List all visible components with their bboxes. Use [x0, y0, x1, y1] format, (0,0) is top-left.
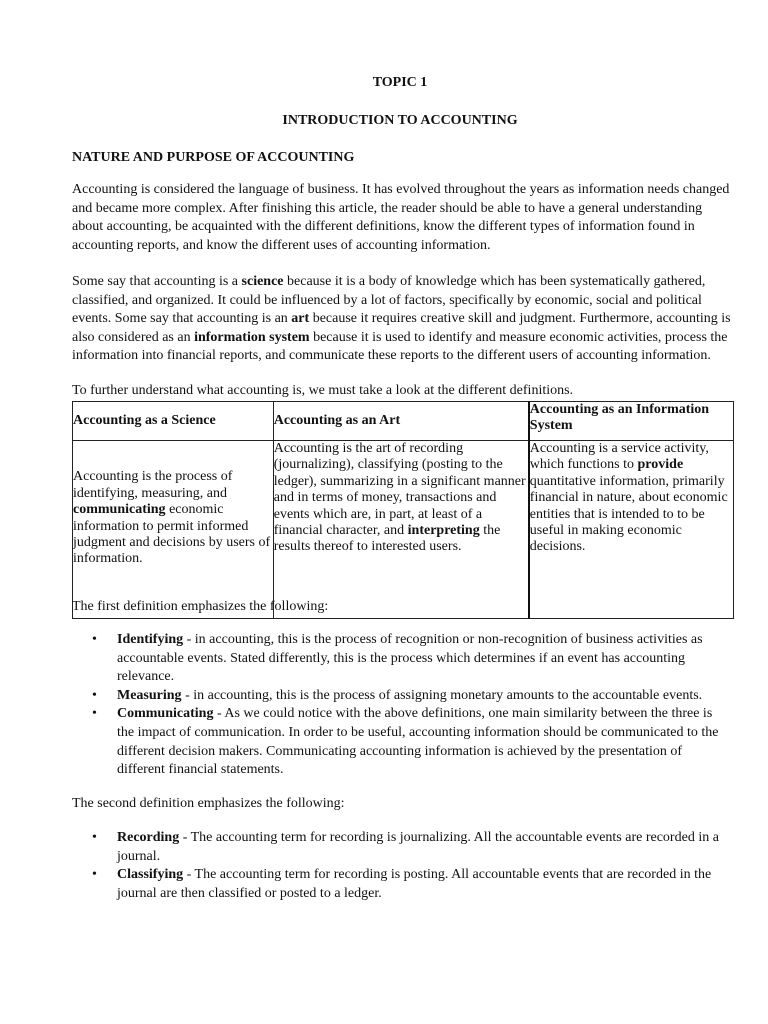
bold-term: Identifying — [117, 632, 184, 647]
first-definition-intro: The first definition emphasizes the following: — [72, 599, 329, 614]
text: because it is a body of knowledge which has been systematically gathered, classified, and organized. It could be influenced by a lot of factors, specifically by economic, social and political events. Some say that accounting is an — [72, 274, 706, 327]
definitions-table — [72, 401, 734, 619]
list-item — [72, 687, 727, 706]
bold-term: Classifying — [117, 867, 184, 883]
header-art: Accounting as an Art — [273, 402, 529, 441]
list-item — [72, 829, 727, 866]
bold-term: science — [241, 274, 284, 289]
header-system: Accounting as an Information System — [529, 402, 734, 441]
bold-term: Measuring — [117, 687, 182, 703]
bold-term: art — [291, 311, 310, 327]
text: Accounting is a service activity, which functions to — [529, 441, 709, 473]
bold-term: Communicating — [117, 706, 214, 722]
bold-term: Recording — [117, 830, 180, 845]
bold-term: communicating — [73, 502, 166, 518]
bold-term: information system — [194, 329, 310, 345]
definitions-paragraph — [72, 273, 734, 366]
first-definition-list — [72, 631, 727, 780]
text: - The accounting term for recording is journalizing. All the accountable events are recorded in a journal. — [117, 830, 719, 864]
text: Accounting is the process of identifying, measuring, and — [73, 469, 233, 501]
text: the results thereof to interested users. — [273, 523, 501, 555]
cell-system — [529, 441, 734, 619]
intro-paragraph: Accounting is considered the language of business. It has evolved throughout the years as information needs changed and became more complex. After finishing this article, the reader should be able to have a general understanding about accounting, be acquainted with the different definitions, know the different types of information found in accounting reports, and know the different uses of accounting information. — [72, 182, 730, 253]
cell-science — [73, 441, 274, 619]
text: because it is used to identify and measure economic activities, process the information into financial reports, and communicate these reports to the different users of accounting information. — [72, 329, 728, 364]
text: quantitative information, primarily financial in nature, about economic entities that is intended to to be useful in making economic decisions. — [529, 473, 728, 555]
text: - The accounting term for recording is posting. All accountable events that are recorded in the journal are then classified or posted to a ledger. — [117, 867, 712, 901]
cell-art — [273, 441, 529, 619]
text: Some say that accounting is a — [72, 274, 242, 289]
text: economic information to permit informed judgment and decisions by users of information. — [73, 502, 271, 567]
list-item — [72, 866, 727, 903]
list-item — [72, 631, 727, 687]
list-item — [72, 705, 727, 779]
header-science: Accounting as a Science — [73, 402, 274, 441]
text: Accounting is the art of recording (journalizing), classifying (posting to the ledger), summarizing in a significant manner and in terms of money, transactions and events which are, in part, at least of a financial character, and — [273, 441, 526, 539]
text: - As we could notice with the above definitions, one main similarity between the three is the impact of communication. In order to be useful, accounting information should be communicated to the different decision makers. Communicating accounting information is achieved by the presentation of different financial statements. — [117, 706, 719, 778]
second-definition-intro: The second definition emphasizes the following: — [72, 796, 345, 811]
section-heading: NATURE AND PURPOSE OF ACCOUNTING — [72, 150, 355, 165]
topic-label: TOPIC 1 — [372, 75, 428, 90]
table-intro: To further understand what accounting is, we must take a look at the different definitions. — [72, 383, 574, 398]
text: - in accounting, this is the process of assigning monetary amounts to the accountable events. — [181, 687, 703, 703]
bold-term: provide — [637, 457, 684, 473]
text: because it requires creative skill and judgment. Furthermore, accounting is also considered as an — [72, 311, 731, 345]
document-title: INTRODUCTION TO ACCOUNTING — [282, 113, 518, 128]
text: - in accounting, this is the process of recognition or non-recognition of business activities as accountable events. Stated differently, this is the process which determines if an event has accounting relevance. — [117, 632, 703, 685]
second-definition-list — [72, 829, 727, 903]
bold-term: interpreting — [407, 523, 480, 539]
